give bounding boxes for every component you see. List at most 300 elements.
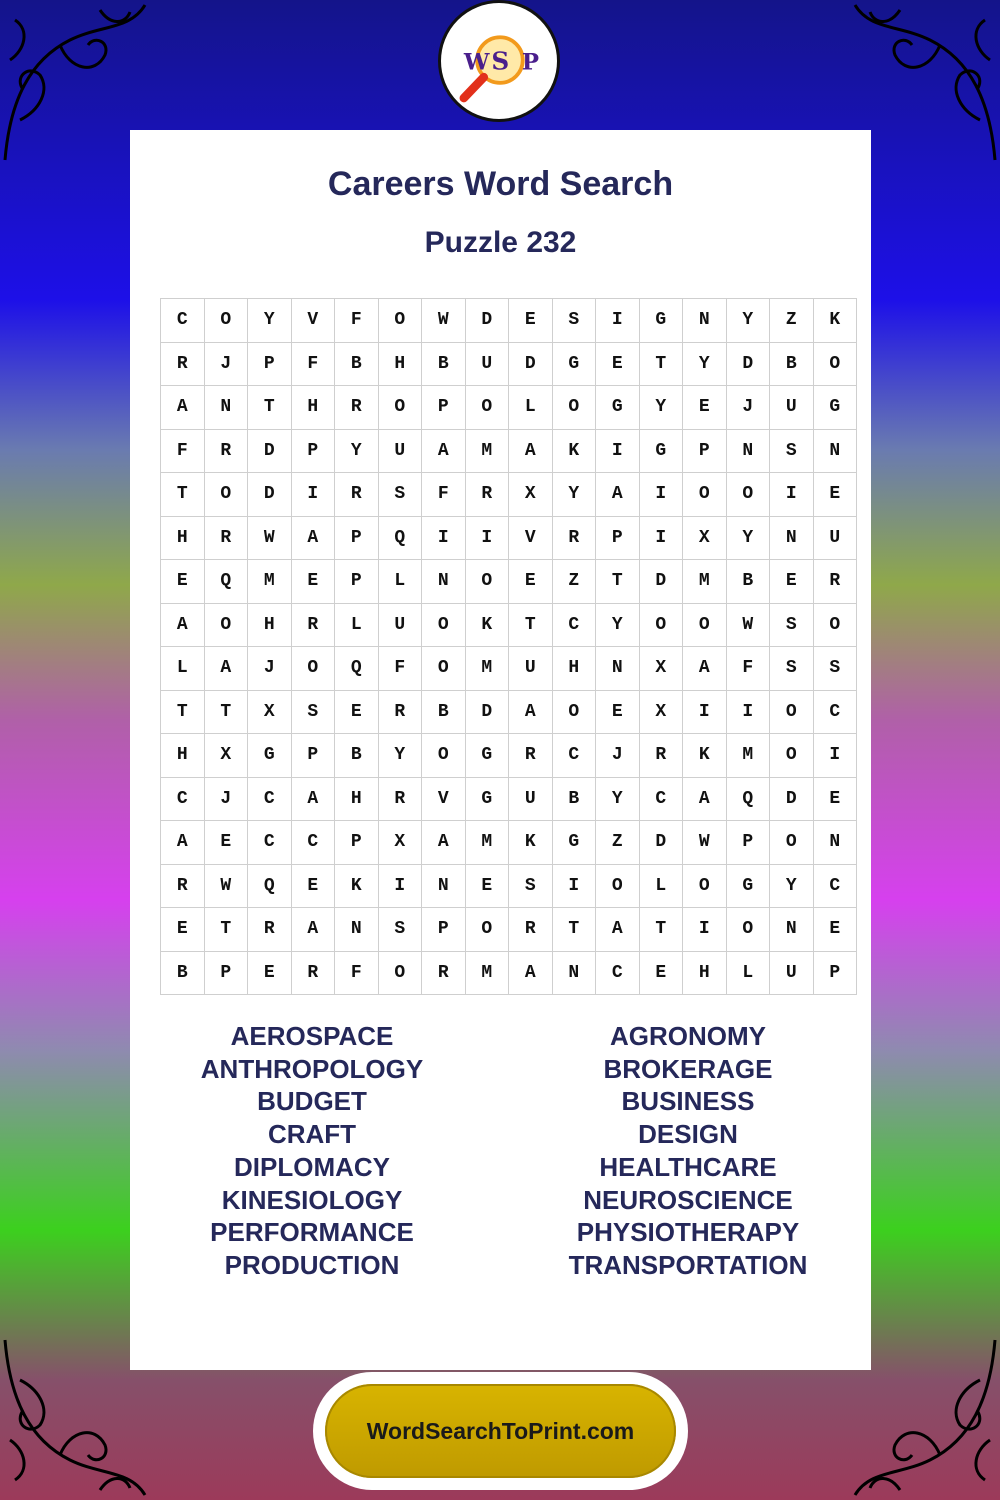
grid-cell[interactable]: S	[813, 647, 857, 691]
grid-cell[interactable]: H	[552, 647, 596, 691]
grid-cell[interactable]: A	[596, 908, 640, 952]
grid-cell[interactable]: P	[422, 386, 466, 430]
grid-cell[interactable]: E	[509, 560, 553, 604]
grid-cell[interactable]: T	[509, 603, 553, 647]
grid-cell[interactable]: N	[683, 299, 727, 343]
grid-cell[interactable]: I	[378, 864, 422, 908]
grid-cell[interactable]: O	[770, 690, 814, 734]
grid-cell[interactable]: X	[683, 516, 727, 560]
grid-cell[interactable]: O	[639, 603, 683, 647]
grid-cell[interactable]: F	[378, 647, 422, 691]
grid-cell[interactable]: A	[161, 603, 205, 647]
grid-cell[interactable]: C	[596, 951, 640, 995]
grid-cell[interactable]: J	[204, 342, 248, 386]
grid-cell[interactable]: T	[639, 342, 683, 386]
word-item: ANTHROPOLOGY	[200, 1053, 424, 1084]
grid-cell[interactable]: B	[335, 342, 379, 386]
grid-cell[interactable]: L	[726, 951, 770, 995]
grid-cell[interactable]: H	[291, 386, 335, 430]
grid-cell[interactable]: H	[161, 734, 205, 778]
grid-cell[interactable]: I	[683, 908, 727, 952]
grid-cell[interactable]: A	[683, 777, 727, 821]
grid-cell[interactable]: A	[291, 908, 335, 952]
grid-cell[interactable]: P	[335, 516, 379, 560]
word-item: AGRONOMY	[610, 1021, 766, 1051]
grid-cell[interactable]: S	[552, 299, 596, 343]
grid-cell[interactable]: M	[683, 560, 727, 604]
grid-cell[interactable]: A	[422, 821, 466, 865]
grid-cell[interactable]: A	[291, 777, 335, 821]
grid-cell[interactable]: K	[552, 429, 596, 473]
grid-cell[interactable]: O	[813, 342, 857, 386]
grid-cell[interactable]: H	[335, 777, 379, 821]
grid-cell[interactable]: N	[422, 864, 466, 908]
grid-cell[interactable]: T	[596, 560, 640, 604]
grid-cell[interactable]: P	[291, 429, 335, 473]
grid-cell[interactable]: T	[204, 690, 248, 734]
word-item: BROKERAGE	[603, 1053, 773, 1084]
grid-cell[interactable]: G	[639, 429, 683, 473]
grid-cell[interactable]: T	[552, 908, 596, 952]
grid-cell[interactable]: C	[248, 821, 292, 865]
grid-cell[interactable]: N	[422, 560, 466, 604]
grid-cell[interactable]: Q	[335, 647, 379, 691]
grid-cell[interactable]: O	[465, 386, 509, 430]
grid-cell[interactable]: C	[552, 603, 596, 647]
puzzle-card	[130, 130, 871, 1370]
grid-row	[161, 908, 857, 952]
grid-cell[interactable]: Y	[639, 386, 683, 430]
grid-row	[161, 734, 857, 778]
grid-cell[interactable]: O	[726, 908, 770, 952]
grid-cell[interactable]: X	[509, 473, 553, 517]
grid-cell[interactable]: R	[161, 864, 205, 908]
grid-cell[interactable]: E	[683, 386, 727, 430]
grid-cell[interactable]: B	[770, 342, 814, 386]
grid-cell[interactable]: G	[813, 386, 857, 430]
grid-cell[interactable]: P	[335, 560, 379, 604]
grid-cell[interactable]: N	[552, 951, 596, 995]
grid-cell[interactable]: E	[204, 821, 248, 865]
grid-cell[interactable]: M	[248, 560, 292, 604]
grid-cell[interactable]: H	[161, 516, 205, 560]
grid-cell[interactable]: S	[770, 429, 814, 473]
grid-cell[interactable]: O	[552, 690, 596, 734]
grid-cell[interactable]: I	[422, 516, 466, 560]
grid-cell[interactable]: P	[335, 821, 379, 865]
word-item: DESIGN	[638, 1119, 738, 1150]
grid-cell[interactable]: F	[726, 647, 770, 691]
grid-cell[interactable]: D	[248, 429, 292, 473]
grid-cell[interactable]: Y	[378, 734, 422, 778]
grid-cell[interactable]: Z	[552, 560, 596, 604]
grid-cell[interactable]: Y	[726, 299, 770, 343]
grid-cell[interactable]: H	[248, 603, 292, 647]
grid-cell[interactable]: J	[204, 777, 248, 821]
grid-cell[interactable]: E	[291, 560, 335, 604]
grid-cell[interactable]: L	[378, 560, 422, 604]
grid-cell[interactable]: A	[596, 473, 640, 517]
grid-cell[interactable]: N	[813, 429, 857, 473]
grid-cell[interactable]: A	[291, 516, 335, 560]
logo-letter-w: W	[463, 49, 490, 76]
grid-cell[interactable]: P	[291, 734, 335, 778]
grid-cell[interactable]: E	[465, 864, 509, 908]
grid-cell[interactable]: P	[204, 951, 248, 995]
grid-cell[interactable]: B	[335, 734, 379, 778]
grid-cell[interactable]: E	[596, 342, 640, 386]
grid-cell[interactable]: R	[378, 777, 422, 821]
grid-cell[interactable]: V	[291, 299, 335, 343]
grid-row	[161, 473, 857, 517]
grid-cell[interactable]: M	[465, 429, 509, 473]
grid-cell[interactable]: S	[378, 473, 422, 517]
grid-cell[interactable]: V	[509, 516, 553, 560]
grid-row	[161, 429, 857, 473]
word-item: NEUROSCIENCE	[583, 1184, 793, 1215]
word-item: AEROSPACE	[230, 1021, 394, 1051]
grid-cell[interactable]: R	[335, 386, 379, 430]
grid-cell[interactable]: O	[422, 647, 466, 691]
grid-cell[interactable]: I	[683, 690, 727, 734]
grid-cell[interactable]: O	[378, 299, 422, 343]
grid-cell[interactable]: N	[596, 647, 640, 691]
grid-cell[interactable]: Z	[770, 299, 814, 343]
grid-cell[interactable]: G	[552, 342, 596, 386]
grid-cell[interactable]: A	[509, 690, 553, 734]
grid-cell[interactable]: O	[378, 386, 422, 430]
grid-cell[interactable]: P	[596, 516, 640, 560]
grid-cell[interactable]: Q	[248, 864, 292, 908]
grid-cell[interactable]: B	[161, 951, 205, 995]
grid-cell[interactable]: I	[770, 473, 814, 517]
grid-cell[interactable]: D	[509, 342, 553, 386]
word-item: BUDGET	[257, 1086, 367, 1117]
grid-cell[interactable]: Q	[204, 560, 248, 604]
grid-row	[161, 516, 857, 560]
grid-cell[interactable]: M	[465, 821, 509, 865]
grid-cell[interactable]: B	[552, 777, 596, 821]
grid-cell[interactable]: J	[726, 386, 770, 430]
grid-cell[interactable]: O	[204, 299, 248, 343]
wsp-logo[interactable]	[438, 0, 560, 122]
grid-cell[interactable]: B	[422, 690, 466, 734]
grid-cell[interactable]: O	[683, 603, 727, 647]
grid-cell[interactable]: O	[378, 951, 422, 995]
grid-cell[interactable]: K	[335, 864, 379, 908]
grid-cell[interactable]: C	[291, 821, 335, 865]
grid-cell[interactable]: C	[161, 777, 205, 821]
grid-cell[interactable]: F	[335, 299, 379, 343]
grid-cell[interactable]: K	[683, 734, 727, 778]
grid-cell[interactable]: L	[335, 603, 379, 647]
grid-cell[interactable]: N	[726, 429, 770, 473]
grid-cell[interactable]: R	[291, 603, 335, 647]
grid-cell[interactable]: Y	[248, 299, 292, 343]
grid-cell[interactable]: O	[204, 473, 248, 517]
grid-cell[interactable]: D	[465, 299, 509, 343]
grid-cell[interactable]: V	[422, 777, 466, 821]
grid-cell[interactable]: O	[422, 734, 466, 778]
grid-cell[interactable]: O	[813, 603, 857, 647]
grid-cell[interactable]: G	[465, 734, 509, 778]
grid-cell[interactable]: R	[509, 908, 553, 952]
grid-cell[interactable]: W	[248, 516, 292, 560]
grid-row	[161, 951, 857, 995]
grid-cell[interactable]: O	[596, 864, 640, 908]
grid-cell[interactable]: I	[291, 473, 335, 517]
grid-cell[interactable]: C	[639, 777, 683, 821]
grid-cell[interactable]: G	[639, 299, 683, 343]
grid-cell[interactable]: E	[161, 908, 205, 952]
grid-cell[interactable]: S	[378, 908, 422, 952]
footer-badge	[313, 1372, 688, 1490]
grid-cell[interactable]: M	[726, 734, 770, 778]
grid-cell[interactable]: R	[509, 734, 553, 778]
grid-cell[interactable]: R	[161, 342, 205, 386]
grid-cell[interactable]: Y	[552, 473, 596, 517]
grid-cell[interactable]: R	[291, 951, 335, 995]
grid-cell[interactable]: L	[509, 386, 553, 430]
page-title: Careers Word Search	[327, 165, 674, 203]
grid-cell[interactable]: T	[161, 690, 205, 734]
grid-cell[interactable]: I	[552, 864, 596, 908]
grid-cell[interactable]: N	[770, 908, 814, 952]
grid-cell[interactable]: O	[465, 560, 509, 604]
grid-cell[interactable]: H	[683, 951, 727, 995]
grid-cell[interactable]: K	[465, 603, 509, 647]
word-item: PHYSIOTHERAPY	[576, 1217, 800, 1248]
grid-cell[interactable]: E	[335, 690, 379, 734]
grid-cell[interactable]: C	[813, 690, 857, 734]
grid-cell[interactable]: O	[770, 734, 814, 778]
grid-cell[interactable]: O	[291, 647, 335, 691]
grid-cell[interactable]: A	[509, 951, 553, 995]
word-item: TRANSPORTATION	[568, 1249, 808, 1280]
grid-cell[interactable]: R	[378, 690, 422, 734]
grid-cell[interactable]: Q	[726, 777, 770, 821]
grid-cell[interactable]: X	[639, 647, 683, 691]
grid-cell[interactable]: U	[509, 777, 553, 821]
grid-cell[interactable]: S	[509, 864, 553, 908]
grid-cell[interactable]: I	[596, 429, 640, 473]
grid-row	[161, 560, 857, 604]
grid-cell[interactable]: N	[204, 386, 248, 430]
logo-letter-s: S	[491, 46, 510, 76]
grid-cell[interactable]: B	[422, 342, 466, 386]
grid-cell[interactable]: X	[639, 690, 683, 734]
grid-cell[interactable]: D	[465, 690, 509, 734]
grid-cell[interactable]: Y	[683, 342, 727, 386]
grid-row	[161, 603, 857, 647]
word-item: DIPLOMACY	[234, 1151, 390, 1182]
grid-cell[interactable]: S	[770, 647, 814, 691]
grid-cell[interactable]: T	[639, 908, 683, 952]
grid-cell[interactable]: E	[509, 299, 553, 343]
puzzle-number: Puzzle 232	[424, 226, 577, 259]
grid-cell[interactable]: U	[770, 386, 814, 430]
grid-cell[interactable]: R	[204, 429, 248, 473]
grid-cell[interactable]: U	[770, 951, 814, 995]
grid-cell[interactable]: U	[509, 647, 553, 691]
corner-ornament-top-left	[0, 0, 150, 170]
word-list-right	[548, 1020, 828, 1282]
grid-cell[interactable]: I	[639, 473, 683, 517]
grid-cell[interactable]: D	[639, 821, 683, 865]
word-item: BUSINESS	[621, 1086, 755, 1117]
grid-cell[interactable]: P	[422, 908, 466, 952]
grid-cell[interactable]: W	[683, 821, 727, 865]
grid-cell[interactable]: S	[770, 603, 814, 647]
grid-cell[interactable]: R	[465, 473, 509, 517]
grid-cell[interactable]: A	[509, 429, 553, 473]
grid-cell[interactable]: P	[813, 951, 857, 995]
grid-cell[interactable]: D	[248, 473, 292, 517]
grid-cell[interactable]: H	[378, 342, 422, 386]
grid-cell[interactable]: E	[291, 864, 335, 908]
grid-cell[interactable]: U	[378, 429, 422, 473]
grid-cell[interactable]: J	[596, 734, 640, 778]
grid-cell[interactable]: R	[204, 516, 248, 560]
grid-cell[interactable]: Y	[726, 516, 770, 560]
grid-cell[interactable]: F	[422, 473, 466, 517]
grid-cell[interactable]: A	[161, 821, 205, 865]
grid-cell[interactable]: R	[552, 516, 596, 560]
grid-cell[interactable]: K	[813, 299, 857, 343]
grid-cell[interactable]: D	[639, 560, 683, 604]
grid-cell[interactable]: I	[726, 690, 770, 734]
grid-cell[interactable]: K	[509, 821, 553, 865]
grid-cell[interactable]: N	[813, 821, 857, 865]
grid-cell[interactable]: W	[204, 864, 248, 908]
grid-cell[interactable]: J	[248, 647, 292, 691]
grid-cell[interactable]: I	[639, 516, 683, 560]
grid-cell[interactable]: U	[378, 603, 422, 647]
grid-cell[interactable]: O	[552, 386, 596, 430]
grid-cell[interactable]: M	[465, 951, 509, 995]
grid-cell[interactable]: E	[813, 473, 857, 517]
grid-cell[interactable]: R	[813, 560, 857, 604]
logo-letter-p: P	[521, 49, 539, 76]
grid-cell[interactable]: N	[770, 516, 814, 560]
grid-cell[interactable]: E	[770, 560, 814, 604]
grid-cell[interactable]: A	[422, 429, 466, 473]
grid-cell[interactable]: O	[726, 473, 770, 517]
grid-cell[interactable]: O	[770, 821, 814, 865]
grid-row	[161, 821, 857, 865]
grid-cell[interactable]: C	[161, 299, 205, 343]
grid-cell[interactable]: R	[422, 951, 466, 995]
grid-cell[interactable]: Y	[596, 777, 640, 821]
grid-cell[interactable]: C	[813, 864, 857, 908]
grid-cell[interactable]: E	[248, 951, 292, 995]
grid-cell[interactable]: G	[248, 734, 292, 778]
grid-cell[interactable]: I	[465, 516, 509, 560]
grid-cell[interactable]: O	[465, 908, 509, 952]
grid-cell[interactable]: W	[422, 299, 466, 343]
grid-cell[interactable]: G	[552, 821, 596, 865]
grid-cell[interactable]: D	[770, 777, 814, 821]
website-label: WordSearchToPrint.com	[366, 1417, 635, 1444]
grid-cell[interactable]: A	[161, 386, 205, 430]
grid-cell[interactable]: E	[813, 908, 857, 952]
grid-cell[interactable]: E	[813, 777, 857, 821]
grid-cell[interactable]: S	[291, 690, 335, 734]
grid-cell[interactable]: L	[639, 864, 683, 908]
word-item: PERFORMANCE	[210, 1217, 414, 1248]
word-item: PRODUCTION	[224, 1249, 400, 1280]
grid-cell[interactable]: R	[335, 473, 379, 517]
grid-cell[interactable]: W	[726, 603, 770, 647]
word-list-left	[172, 1020, 452, 1282]
grid-cell[interactable]: N	[335, 908, 379, 952]
grid-cell[interactable]: P	[683, 429, 727, 473]
grid-cell[interactable]: A	[204, 647, 248, 691]
grid-cell[interactable]: M	[465, 647, 509, 691]
grid-cell[interactable]: X	[378, 821, 422, 865]
word-item: HEALTHCARE	[599, 1151, 777, 1182]
grid-cell[interactable]: O	[683, 864, 727, 908]
grid-cell[interactable]: A	[683, 647, 727, 691]
grid-cell[interactable]: T	[204, 908, 248, 952]
grid-cell[interactable]: P	[726, 821, 770, 865]
grid-cell[interactable]: F	[161, 429, 205, 473]
grid-cell[interactable]: E	[161, 560, 205, 604]
grid-cell[interactable]: T	[161, 473, 205, 517]
grid-cell[interactable]: C	[248, 777, 292, 821]
grid-cell[interactable]: G	[726, 864, 770, 908]
corner-ornament-bottom-left	[0, 1330, 150, 1500]
grid-row	[161, 864, 857, 908]
word-item: CRAFT	[267, 1119, 357, 1150]
grid-cell[interactable]: I	[596, 299, 640, 343]
grid-cell[interactable]: G	[596, 386, 640, 430]
grid-cell[interactable]: F	[335, 951, 379, 995]
grid-cell[interactable]: L	[161, 647, 205, 691]
grid-cell[interactable]: P	[248, 342, 292, 386]
grid-cell[interactable]: I	[813, 734, 857, 778]
website-button[interactable]	[325, 1384, 676, 1478]
grid-cell[interactable]: R	[248, 908, 292, 952]
grid-cell[interactable]: Q	[378, 516, 422, 560]
grid-cell[interactable]: F	[291, 342, 335, 386]
grid-cell[interactable]: Y	[770, 864, 814, 908]
grid-cell[interactable]: D	[726, 342, 770, 386]
grid-cell[interactable]: X	[204, 734, 248, 778]
grid-row	[161, 299, 857, 343]
grid-cell[interactable]: G	[465, 777, 509, 821]
grid-cell[interactable]: U	[465, 342, 509, 386]
grid-row	[161, 777, 857, 821]
grid-cell[interactable]: O	[422, 603, 466, 647]
grid-cell[interactable]: Z	[596, 821, 640, 865]
grid-cell[interactable]: B	[726, 560, 770, 604]
grid-row	[161, 386, 857, 430]
grid-cell[interactable]: X	[248, 690, 292, 734]
grid-cell[interactable]: U	[813, 516, 857, 560]
grid-cell[interactable]: T	[248, 386, 292, 430]
grid-cell[interactable]: Y	[335, 429, 379, 473]
grid-cell[interactable]: O	[204, 603, 248, 647]
grid-cell[interactable]: E	[596, 690, 640, 734]
grid-cell[interactable]: E	[639, 951, 683, 995]
corner-ornament-bottom-right	[850, 1330, 1000, 1500]
grid-row	[161, 647, 857, 691]
grid-cell[interactable]: R	[639, 734, 683, 778]
grid-cell[interactable]: Y	[596, 603, 640, 647]
grid-cell[interactable]: O	[683, 473, 727, 517]
grid-cell[interactable]: C	[552, 734, 596, 778]
